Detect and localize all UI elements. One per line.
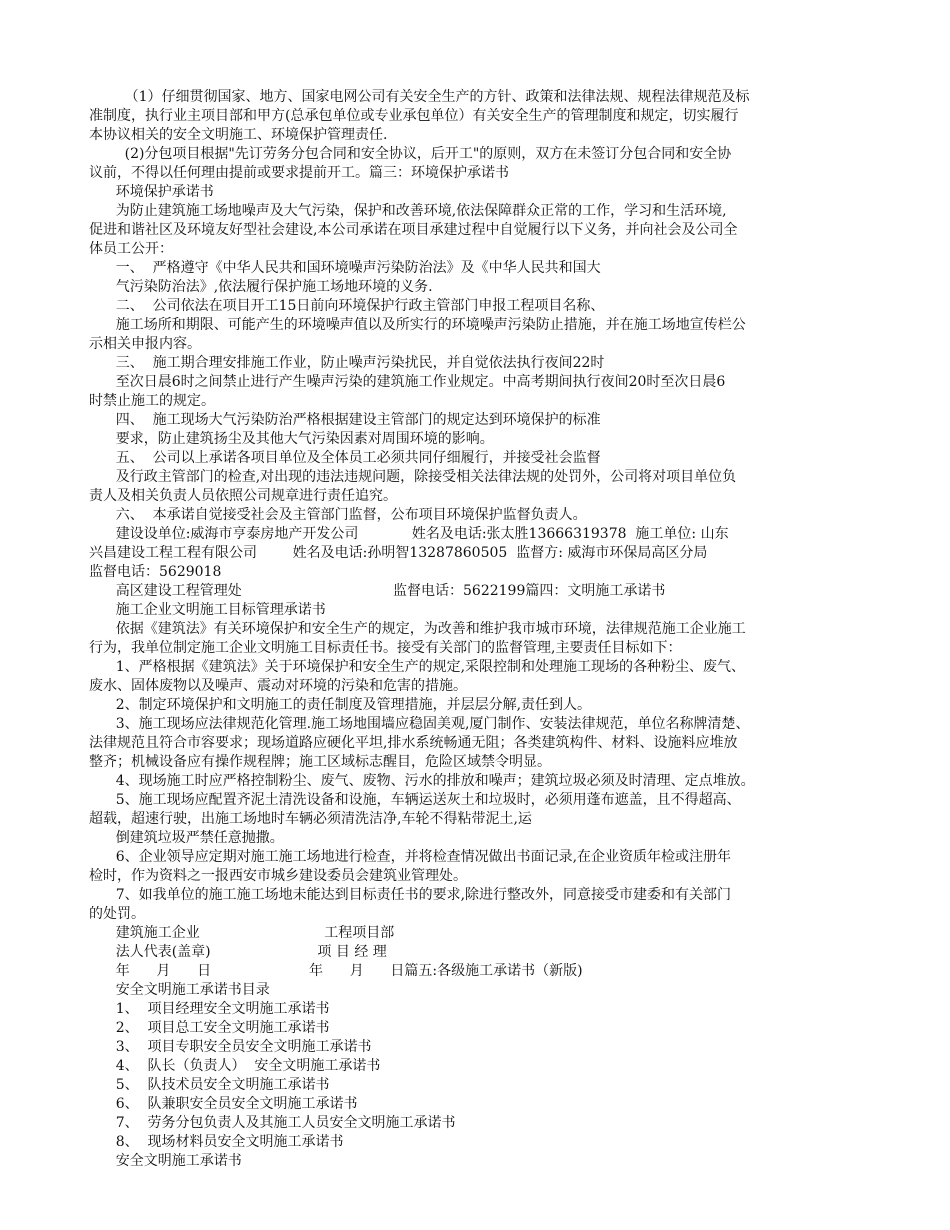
- text-line: 的处罚。: [89, 906, 145, 922]
- date-line: 年 月 日 年 月 日篇五:各级施工承诺书（新版): [89, 963, 583, 979]
- list-item: 1、 项目经理安全文明施工承诺书: [89, 1001, 330, 1017]
- text-line: 议前，不得以任何理由提前或要求提前开工。篇三：环境保护承诺书: [89, 165, 509, 181]
- text-line: 及行政主管部门的检查,对出现的违法违规问题，除接受相关法律法规的处罚外，公司将对项目单位负: [89, 469, 737, 485]
- text-line: 三、 施工期合理安排施工作业，防止噪声污染扰民，并自觉依法执行夜间22时: [89, 355, 605, 371]
- text-line: 示相关申报内容。: [89, 336, 201, 352]
- text-line: 废水、固体废物以及噪声、震动对环境的污染和危害的措施。: [89, 678, 467, 694]
- text-line: 4、现场施工时应严格控制粉尘、废气、废物、污水的排放和噪声；建筑垃圾必须及时清理、定点堆放。: [89, 773, 755, 789]
- section-heading: 安全文明施工承诺书: [89, 1153, 242, 1169]
- text-line: 7、如我单位的施工施工场地未能达到目标责任书的要求,除进行整改外，同意接受市建委和有关部门: [89, 887, 732, 903]
- text-line: 体员工公开：: [89, 241, 173, 257]
- text-line: 责人及相关负责人员依照公司规章进行责任追究。: [89, 488, 397, 504]
- text-line: 为防止建筑施工场地噪声及大气污染，保护和改善环境,依法保障群众正常的工作，学习和生活环境,: [89, 203, 727, 219]
- text-line: 至次日晨6时之间禁止进行产生噪声污染的建筑施工作业规定。中高考期间执行夜间20时至次日晨6: [89, 374, 726, 390]
- text-line: 法律规范且符合市容要求；现场道路应硬化平坦,排水系统畅通无阻；各类建筑构件、材料、设施料应堆放: [89, 735, 738, 751]
- text-line: 本协议相关的安全文明施工、环境保护管理责任.: [89, 127, 388, 143]
- contact-line: 高区建设工程管理处 监督电话：5622199篇四：文明施工承诺书: [89, 583, 666, 599]
- section-heading: 环境保护承诺书: [89, 184, 214, 200]
- list-item: 3、 项目专职安全员安全文明施工承诺书: [89, 1039, 372, 1055]
- contact-line: 兴昌建设工程工程有限公司 姓名及电话:孙明智13287860505 监督方: 威海市环保局高区分局: [89, 545, 708, 561]
- text-line: 6、企业领导应定期对施工施工场地进行检查，并将检查情况做出书面记录,在企业资质年检或注册年: [89, 849, 732, 865]
- text-line: 1、严格根据《建筑法》关于环境保护和安全生产的规定,采限控制和处理施工现场的各种粉尘、废气、: [89, 659, 746, 675]
- list-item: 4、 队长（负责人） 安全文明施工承诺书: [89, 1058, 381, 1074]
- text-line: 3、施工现场应法律规范化管理.施工场地围墙应稳固美观,厦门制作、安装法律规范，单位名称牌清楚、: [89, 716, 750, 732]
- signature-line: 建筑施工企业 工程项目部: [89, 925, 395, 941]
- text-line: 气污染防治法》,依法履行保护施工场地环境的义务.: [89, 279, 433, 295]
- text-line: (2)分包项目根据"先订劳务分包合同和安全协议，后开工"的原则，双方在未签订分包合同和安全协: [89, 146, 732, 162]
- section-heading: 施工企业文明施工目标管理承诺书: [89, 602, 326, 618]
- text-line: 倒建筑垃圾严禁任意抛撒。: [89, 830, 284, 846]
- contact-line: 监督电话：5629018: [89, 564, 222, 580]
- list-item: 2、 项目总工安全文明施工承诺书: [89, 1020, 330, 1036]
- text-line: 施工场所和期限、可能产生的环境噪声值以及所实行的环境噪声污染防止措施，并在施工场地宣传栏公: [89, 317, 746, 333]
- list-item: 8、 现场材料员安全文明施工承诺书: [89, 1134, 344, 1150]
- text-line: 超载，超速行驶，出施工场地时车辆必须清洗洁净,车轮不得粘带泥土,运: [89, 811, 532, 827]
- text-line: 四、 施工现场大气污染防治严格根据建设主管部门的规定达到环境保护的标准: [89, 412, 601, 428]
- signature-line: 法人代表(盖章) 项 目 经 理: [89, 944, 387, 960]
- text-line: 六、 本承诺自觉接受社会及主管部门监督，公布项目环境保护监督负责人。: [89, 507, 587, 523]
- text-line: 五、 公司以上承诺各项目单位及全体员工必须共同仔细履行，并接受社会监督: [89, 450, 601, 466]
- section-heading: 安全文明施工承诺书目录: [89, 982, 270, 998]
- text-line: 准制度，执行业主项目部和甲方(总承包单位或专业承包单位）有关安全生产的管理制度和规定，切实履行: [89, 108, 739, 124]
- list-item: 7、 劳务分包负责人及其施工人员安全文明施工承诺书: [89, 1115, 456, 1131]
- text-line: 5、施工现场应配置齐泥土清洗设备和设施，车辆运送灰土和垃圾时，必须用蓬布遮盖，且不得超高、: [89, 792, 741, 808]
- text-line: 行为，我单位制定施工企业文明施工目标责任书。接受有关部门的监督管理,主要责任目标如下：: [89, 640, 682, 656]
- text-line: （1）仔细贯彻国家、地方、国家电网公司有关安全生产的方针、政策和法律法规、规程法律规范及标: [89, 89, 750, 105]
- text-line: 检时，作为资料之一报西安市城乡建设委员会建筑业管理处。: [89, 868, 467, 884]
- text-line: 整齐；机械设备应有操作规程牌；施工区域标志醒目，危险区域禁令明显。: [89, 754, 551, 770]
- list-item: 5、 队技术员安全文明施工承诺书: [89, 1077, 330, 1093]
- text-line: 一、 严格遵守《中华人民共和国环境噪声污染防治法》及《中华人民共和国大: [89, 260, 601, 276]
- contact-line: 建设设单位:威海市亨泰房地产开发公司 姓名及电话:张太胜13666319378 施工单位: 山东: [89, 526, 729, 542]
- text-line: 2、制定环境保护和文明施工的责任制度及管理措施，并层层分解,责任到人。: [89, 697, 592, 713]
- text-line: 二、 公司依法在项目开工15日前向环境保护行政主管部门申报工程项目名称、: [89, 298, 605, 314]
- list-item: 6、 队兼职安全员安全文明施工承诺书: [89, 1096, 358, 1112]
- text-line: 促进和谐社区及环境友好型社会建设,本公司承诺在项目承建过程中自觉履行以下义务，并向社会及公司全: [89, 222, 738, 238]
- text-line: 要求，防止建筑扬尘及其他大气污染因素对周围环境的影响。: [89, 431, 494, 447]
- text-line: 时禁止施工的规定。: [89, 393, 215, 409]
- text-line: 依据《建筑法》有关环境保护和安全生产的规定，为改善和维护我市城市环境，法律规范施工企业施工: [89, 621, 746, 637]
